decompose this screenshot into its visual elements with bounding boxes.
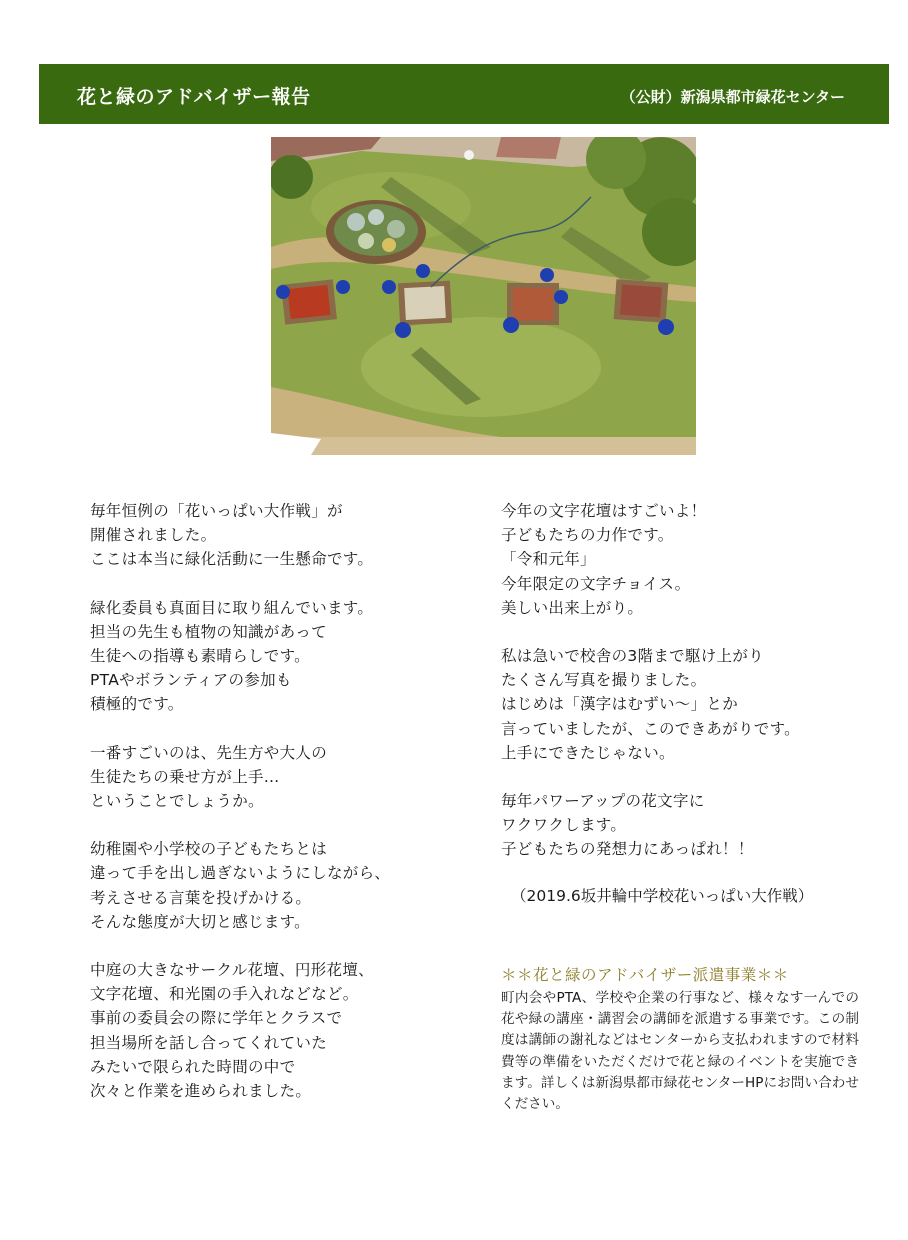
text-line: 子どもたちの発想力にあっぱれ！！	[501, 840, 754, 859]
text-line: 次々と作業を進められました。	[90, 1082, 312, 1101]
text-line: 考えさせる言葉を投げかける。	[90, 888, 312, 907]
report-title: 花と緑のアドバイザー報告	[77, 86, 311, 108]
right-paragraph-2	[501, 644, 861, 765]
text-line: 「令和元年」	[501, 550, 596, 569]
text-line: 幼稚園や小学校の子どもたちとは	[90, 840, 328, 859]
organization-name: （公財）新潟県都市緑花センター	[620, 88, 845, 106]
text-line: ここは本当に緑化活動に一生懸命です。	[90, 550, 374, 569]
text-line: 今年限定の文字チョイス。	[501, 574, 691, 593]
left-paragraph-5	[90, 958, 470, 1103]
left-paragraph-2	[90, 596, 470, 717]
garden-photo	[271, 137, 696, 455]
text-line: 今年の文字花壇はすごいよ！	[501, 502, 707, 520]
left-paragraph-3	[90, 741, 470, 814]
text-line: 文字花壇、和光園の手入れなどなど。	[90, 985, 359, 1004]
photo-caption: （2019.6坂井輪中学校花いっぱい大作戦）	[511, 886, 814, 905]
left-paragraph-1	[90, 499, 470, 572]
text-line: はじめは「漢字はむずい～」とか	[501, 695, 739, 714]
text-line: 生徒への指導も素晴らしです。	[90, 647, 310, 666]
text-line: 緑化委員も真面目に取り組んでいます。	[90, 598, 374, 617]
text-line: PTAやボランティアの参加も	[90, 671, 292, 690]
text-line: ワクワクします。	[501, 816, 627, 835]
text-line: 私は急いで校舎の3階まで駆け上がり	[501, 647, 764, 666]
text-line: 毎年恒例の「花いっぱい大作戦」が	[90, 502, 343, 520]
left-column	[90, 499, 470, 1127]
right-paragraph-1	[501, 499, 861, 620]
text-line: 子どもたちの力作です。	[501, 526, 674, 545]
text-line: 生徒たちの乗せ方が上手…	[90, 767, 280, 786]
text-line: 開催されました。	[90, 526, 217, 545]
text-line: 美しい出来上がり。	[501, 598, 644, 617]
text-line: たくさん写真を撮りました。	[501, 671, 707, 690]
text-line: 事前の委員会の際に学年とクラスで	[90, 1009, 343, 1028]
text-line: 担当の先生も植物の知識があって	[90, 622, 327, 641]
text-line: みたいで限られた時間の中で	[90, 1057, 296, 1076]
report-header	[39, 64, 889, 124]
text-line: 言っていましたが、このできあがりです。	[501, 719, 800, 738]
text-line: 一番すごいのは、先生方や大人の	[90, 743, 328, 762]
promo-title: ＊＊花と緑のアドバイザー派遣事業＊＊	[501, 966, 789, 984]
text-line: 積極的です。	[90, 695, 184, 714]
text-line: 上手にできたじゃない。	[501, 743, 675, 762]
left-paragraph-4	[90, 837, 470, 934]
text-line: 中庭の大きなサークル花壇、円形花壇、	[90, 961, 374, 980]
text-line: そんな態度が大切と感じます。	[90, 912, 310, 931]
text-line: 毎年パワーアップの花文字に	[501, 792, 705, 811]
text-line: 違って手を出し過ぎないようにしながら、	[90, 864, 391, 883]
text-line: ということでしょうか。	[90, 792, 264, 811]
right-column	[501, 499, 861, 908]
text-line: 担当場所を話し合ってくれていた	[90, 1033, 328, 1052]
promo-body: 町内会やPTA、学校や企業の行事など、様々なす一んでの花や緑の講座・講習会の講師を派遣する事業です。この制度は講師の謝礼などはセンターから支払われますので材料費等の準備をいただくだけで花と緑のイベントを実施できます。詳しくは新潟県都市緑花センターHPにお問い合わせください。	[501, 990, 859, 1113]
right-paragraph-3	[501, 789, 861, 862]
